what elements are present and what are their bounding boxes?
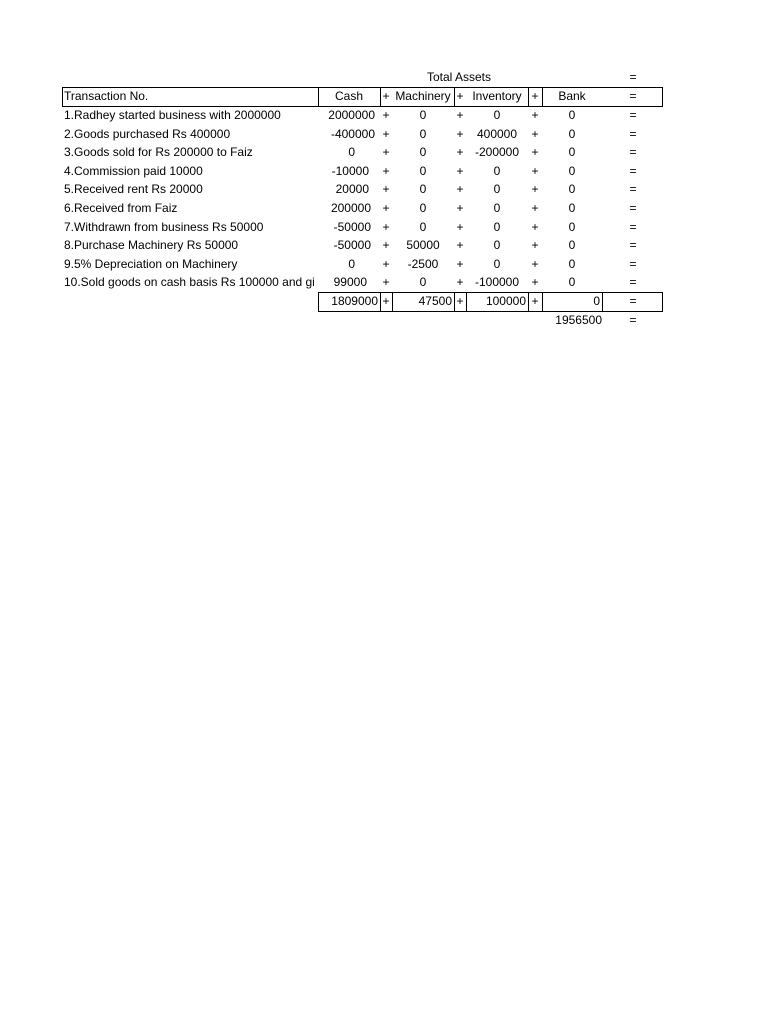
total-equals: =	[629, 294, 637, 308]
row-6-inventory: 0	[493, 201, 501, 215]
row-8-cash: -50000	[333, 238, 371, 253]
row-8-plus-1: +	[382, 238, 390, 253]
row-7-machinery: 0	[419, 219, 427, 234]
header-plus-1: +	[382, 89, 390, 103]
row-7-inventory: 0	[493, 219, 501, 234]
row-10-cash: 99000	[333, 275, 367, 290]
total-plus-1: +	[382, 294, 390, 308]
header-plus-3: +	[531, 89, 539, 103]
row-3-equals: =	[629, 145, 637, 160]
row-6-equals: =	[629, 201, 637, 215]
totals-border-plus1-right	[392, 292, 393, 312]
totals-border-inventory-right	[528, 292, 529, 312]
row-6-machinery: 0	[419, 201, 427, 215]
row-2-equals: =	[629, 126, 637, 141]
header-equals: =	[629, 89, 637, 103]
row-6-plus-2: +	[456, 201, 464, 215]
total-bank: 0	[593, 294, 600, 308]
row-3-cash: 0	[348, 145, 355, 160]
row-1-machinery: 0	[419, 108, 427, 122]
row-7-bank: 0	[568, 219, 576, 234]
row-8-equals: =	[629, 238, 637, 253]
row-8-bank: 0	[568, 238, 576, 253]
row-5-inventory: 0	[493, 182, 501, 197]
row-9-plus-1: +	[382, 256, 390, 271]
row-2-plus-2: +	[456, 126, 464, 141]
totals-border-cash-right	[380, 292, 381, 312]
total-plus-3: +	[531, 294, 539, 308]
row-2-plus-3: +	[531, 126, 539, 141]
total-cash: 1809000	[331, 294, 378, 308]
row-8-plus-3: +	[531, 238, 539, 253]
row-4-cash: -10000	[331, 163, 369, 178]
row-4-machinery: 0	[419, 163, 427, 178]
row-6-bank: 0	[568, 201, 576, 215]
row-9-cash: 0	[348, 256, 355, 271]
total-machinery: 47500	[418, 294, 452, 308]
totals-top-border	[318, 292, 663, 293]
row-8-inventory: 0	[493, 238, 501, 253]
header-border-cash-left	[318, 87, 319, 107]
row-1-label: 1.Radhey started business with 2000000	[64, 108, 281, 122]
row-2-bank: 0	[568, 126, 576, 141]
header-border-bank-left	[542, 87, 543, 107]
row-6-plus-3: +	[531, 201, 539, 215]
row-5-bank: 0	[568, 182, 576, 197]
row-10-machinery: 0	[419, 275, 427, 290]
row-5-plus-3: +	[531, 182, 539, 197]
row-8-machinery: 50000	[406, 238, 440, 253]
row-8-label: 8.Purchase Machinery Rs 50000	[64, 238, 239, 253]
row-7-plus-3: +	[531, 219, 539, 234]
row-9-inventory: 0	[493, 256, 501, 271]
row-7-label: 7.Withdrawn from business Rs 50000	[64, 219, 264, 234]
row-3-machinery: 0	[419, 145, 427, 160]
row-3-inventory: -200000	[474, 145, 520, 160]
row-1-plus-1: +	[382, 108, 390, 122]
row-9-equals: =	[629, 256, 637, 271]
header-top-border	[62, 87, 663, 88]
row-10-inventory: -100000	[474, 275, 520, 290]
row-6-label: 6.Received from Faiz	[64, 201, 178, 215]
totals-border-right	[662, 292, 663, 312]
header-cash: Cash	[334, 89, 363, 103]
row-9-label: 9.5% Depreciation on Machinery	[64, 256, 238, 271]
row-2-inventory: 400000	[476, 126, 518, 141]
row-6-cash: 200000	[330, 201, 371, 215]
row-4-equals: =	[629, 163, 637, 178]
grand-total-equals: =	[629, 313, 637, 327]
row-1-plus-2: +	[456, 108, 464, 122]
total-inventory: 100000	[485, 294, 526, 308]
header-border-left	[62, 87, 63, 107]
row-7-cash: -50000	[333, 219, 371, 234]
row-1-equals: =	[629, 108, 637, 122]
header-machinery: Machinery	[395, 89, 451, 103]
header-border-cash-right	[380, 87, 381, 107]
row-10-equals: =	[629, 275, 637, 290]
row-9-bank: 0	[568, 256, 576, 271]
row-5-plus-2: +	[456, 182, 464, 197]
header-border-machinery-right	[454, 87, 455, 107]
row-1-cash: 2000000	[328, 108, 375, 122]
row-2-cash: -400000	[330, 126, 375, 141]
row-9-plus-2: +	[456, 256, 464, 271]
row-7-plus-1: +	[382, 219, 390, 234]
totals-border-left	[318, 292, 319, 312]
row-10-plus-1: +	[382, 275, 390, 290]
totals-border-plus3-right	[542, 292, 543, 312]
row-4-plus-2: +	[456, 163, 464, 178]
row-2-plus-1: +	[382, 126, 390, 141]
row-10-label: 10.Sold goods on cash basis Rs 100000 and gi	[64, 275, 315, 290]
header-border-inventory-right	[528, 87, 529, 107]
row-4-inventory: 0	[493, 163, 501, 178]
row-3-plus-1: +	[382, 145, 390, 160]
total-plus-2: +	[456, 294, 464, 308]
row-7-equals: =	[629, 219, 637, 234]
row-2-label: 2.Goods purchased Rs 400000	[64, 126, 231, 141]
totals-border-bank-right	[602, 292, 603, 312]
row-3-bank: 0	[568, 145, 576, 160]
row-8-plus-2: +	[456, 238, 464, 253]
header-bank: Bank	[558, 89, 586, 103]
row-10-plus-2: +	[456, 275, 464, 290]
header-inventory: Inventory	[472, 89, 522, 103]
row-1-bank: 0	[568, 108, 576, 122]
row-4-bank: 0	[568, 163, 576, 178]
row-3-label: 3.Goods sold for Rs 200000 to Faiz	[64, 145, 253, 160]
group-header-equals: =	[629, 70, 637, 84]
row-1-inventory: 0	[493, 108, 501, 122]
header-plus-2: +	[456, 89, 464, 103]
row-5-cash: 20000	[335, 182, 369, 197]
total-assets-header: Total Assets	[426, 70, 492, 84]
row-9-plus-3: +	[531, 256, 539, 271]
totals-border-plus2-right	[466, 292, 467, 312]
totals-border-machinery-right	[454, 292, 455, 312]
row-3-plus-2: +	[456, 145, 464, 160]
row-1-plus-3: +	[531, 108, 539, 122]
row-10-plus-3: +	[531, 275, 539, 290]
row-5-machinery: 0	[419, 182, 427, 197]
row-4-plus-1: +	[382, 163, 390, 178]
row-4-plus-3: +	[531, 163, 539, 178]
row-3-plus-3: +	[531, 145, 539, 160]
header-transaction-no: Transaction No.	[64, 89, 149, 103]
row-2-machinery: 0	[419, 126, 427, 141]
row-7-plus-2: +	[456, 219, 464, 234]
grand-total-value: 1956500	[555, 313, 602, 327]
row-10-bank: 0	[568, 275, 576, 290]
row-6-plus-1: +	[382, 201, 390, 215]
row-5-plus-1: +	[382, 182, 390, 197]
row-9-machinery: -2500	[407, 256, 439, 271]
row-5-equals: =	[629, 182, 637, 197]
row-4-label: 4.Commission paid 10000	[64, 163, 203, 178]
totals-bottom-border	[318, 311, 663, 312]
header-border-right	[662, 87, 663, 107]
row-5-label: 5.Received rent Rs 20000	[64, 182, 203, 197]
